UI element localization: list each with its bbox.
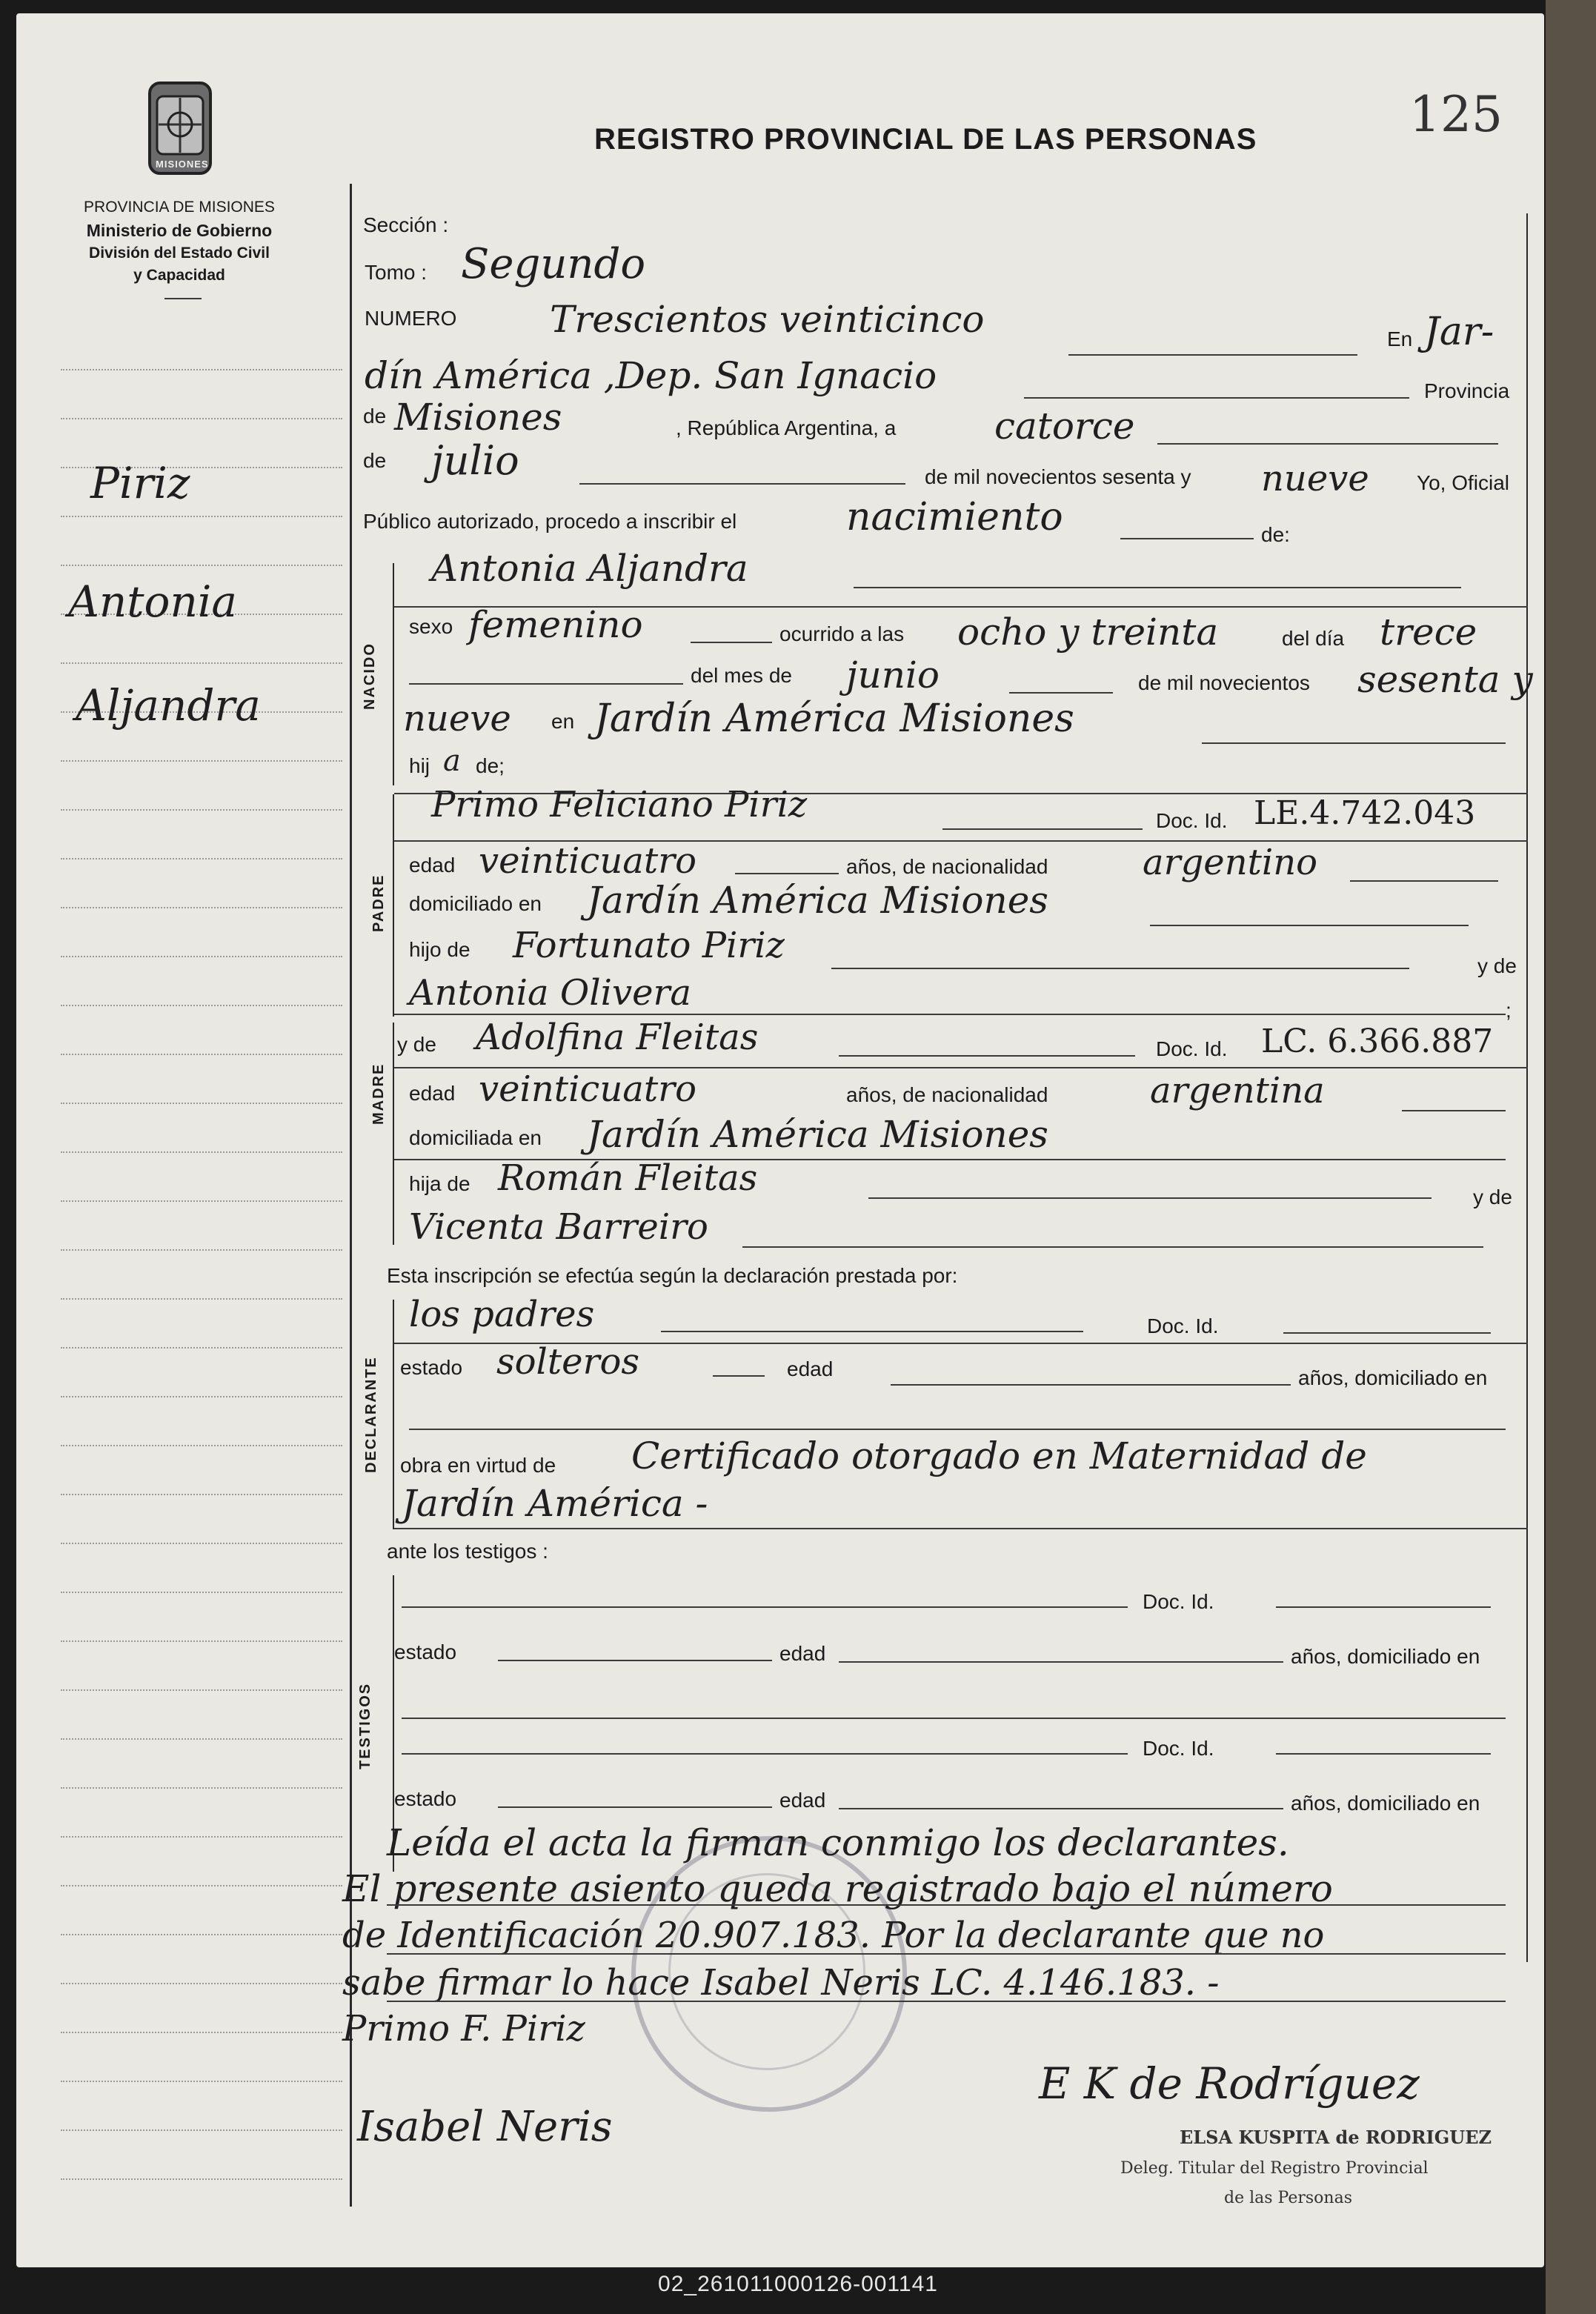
madre-domicilio-label: domiciliada en xyxy=(409,1126,542,1149)
declarante-edad-label: edad xyxy=(787,1357,834,1380)
obra-label: obra en virtud de xyxy=(400,1454,556,1477)
mes-value: julio xyxy=(431,437,519,484)
margin-note-surname: Piriz xyxy=(90,458,190,508)
testigos-section-label: TESTIGOS xyxy=(357,1682,373,1769)
padre-edad-value: veinticuatro xyxy=(479,840,696,882)
padre-edad-label: edad xyxy=(409,854,456,877)
seal-label: MISIONES xyxy=(156,159,209,170)
madre-edad-value: veinticuatro xyxy=(479,1068,696,1110)
anio-value: nueve xyxy=(1261,458,1369,499)
padre-anos-label: años, de nacionalidad xyxy=(846,855,1048,878)
madre-anos-label: años, de nacionalidad xyxy=(846,1083,1048,1106)
tomo-label: Tomo : xyxy=(365,261,428,284)
obra-value2: Jardín América - xyxy=(402,1482,708,1525)
sexo-label: sexo xyxy=(409,615,453,638)
madre-y-de-label: y de xyxy=(397,1033,436,1056)
testigo1-edad-label: edad xyxy=(779,1642,826,1665)
nacido-anio: sesenta y xyxy=(1357,658,1533,701)
ocurrido-label: ocurrido a las xyxy=(779,622,905,645)
nacido-en-label: en xyxy=(551,710,575,733)
padre-nombre: Primo Feliciano Piriz xyxy=(431,784,808,825)
declarante-label: DECLARANTE xyxy=(363,1356,379,1473)
madre-doc-label: Doc. Id. xyxy=(1156,1037,1228,1060)
declarante-nombre: los padres xyxy=(409,1294,595,1335)
provincia-label: Provincia xyxy=(1424,379,1510,402)
cierre-line-3: de Identificación 20.907.183. Por la declarante que no xyxy=(342,1915,1325,1956)
de3-label: de: xyxy=(1261,523,1290,546)
margin-note-name1: Antonia xyxy=(68,576,237,627)
madre-nombre: Adolfina Fleitas xyxy=(476,1017,759,1058)
padre-doc-value: LE.4.742.043 xyxy=(1254,794,1476,832)
declarante-doc-label: Doc. Id. xyxy=(1147,1314,1219,1337)
testigo1-doc-label: Doc. Id. xyxy=(1143,1590,1214,1613)
testigo1-estado-label: estado xyxy=(394,1640,457,1663)
publico-label: Público autorizado, procedo a inscribir el xyxy=(363,510,737,533)
tomo-value: Segundo xyxy=(461,240,646,288)
testigos-label: ante los testigos : xyxy=(387,1540,548,1563)
nacido-dia: trece xyxy=(1380,611,1477,654)
nacido-label: NACIDO xyxy=(362,642,378,710)
hora-value: ocho y treinta xyxy=(957,611,1219,654)
padre-hijo-padre: Fortunato Piriz xyxy=(513,925,785,966)
org-underline xyxy=(164,298,202,299)
folio-number: 125 xyxy=(1409,86,1503,143)
de2-label: de xyxy=(363,449,387,472)
del-dia-label: del día xyxy=(1282,627,1345,650)
del-mes-label: del mes de xyxy=(691,664,792,687)
obra-value: Certificado otorgado en Maternidad de xyxy=(631,1434,1367,1477)
declaracion-label: Esta inscripción se efectúa según la declaración prestada por: xyxy=(387,1264,958,1287)
nacido-nombre: Antonia Aljandra xyxy=(431,547,748,590)
dia-value: catorce xyxy=(994,405,1135,448)
en-label: En xyxy=(1387,328,1413,350)
declarante-estado-label: estado xyxy=(400,1356,463,1379)
padre-punto: ; xyxy=(1506,999,1512,1022)
org-line-2: Ministerio de Gobierno xyxy=(86,221,273,240)
padre-hijo-label: hijo de xyxy=(409,938,471,961)
nacido-lugar: Jardín América Misiones xyxy=(594,696,1074,741)
madre-label: MADRE xyxy=(370,1063,387,1125)
cierre-line-1: Leída el acta la firman conmigo los declarantes. xyxy=(387,1821,1289,1864)
testigo2-anos-label: años, domiciliado en xyxy=(1291,1792,1480,1815)
oficial-label: Yo, Oficial xyxy=(1417,471,1510,494)
nacido-mil-label: de mil novecientos xyxy=(1138,671,1310,694)
hija-de-label: de; xyxy=(476,754,505,777)
sexo-value: femenino xyxy=(468,603,643,646)
madre-y-de-label2: y de xyxy=(1473,1186,1512,1208)
numero-value: Trescientos veinticinco xyxy=(550,298,985,341)
cierre-line-4: sabe firmar lo hace Isabel Neris LC. 4.146.183. - xyxy=(342,1962,1220,2004)
madre-hija-label: hija de xyxy=(409,1172,471,1195)
page-title: REGISTRO PROVINCIAL DE LAS PERSONAS xyxy=(594,123,1257,156)
book-spine xyxy=(1546,0,1596,2314)
hija-suffix: a xyxy=(443,744,461,778)
padre-bracket xyxy=(393,794,394,1017)
oficial-cargo-1: Deleg. Titular del Registro Provincial xyxy=(1120,2159,1429,2178)
padre-doc-label: Doc. Id. xyxy=(1156,809,1228,832)
firma-oficial: E K de Rodríguez xyxy=(1039,2058,1420,2109)
acto-value: nacimiento xyxy=(846,495,1063,539)
republica-label: , República Argentina, a xyxy=(676,416,897,439)
declarante-anos-label: años, domiciliado en xyxy=(1298,1366,1488,1389)
testigo2-estado-label: estado xyxy=(394,1787,457,1810)
hija-label: hij xyxy=(409,754,430,777)
testigo2-edad-label: edad xyxy=(779,1789,826,1812)
org-line-1: PROVINCIA DE MISIONES xyxy=(84,199,275,216)
madre-edad-label: edad xyxy=(409,1082,456,1105)
margin-note-name2: Aljandra xyxy=(76,680,261,731)
en-value: Jar- xyxy=(1424,310,1494,354)
padre-label: PADRE xyxy=(370,874,387,932)
madre-hija-padre: Román Fleitas xyxy=(498,1157,758,1199)
nacido-anio2: nueve xyxy=(403,698,511,739)
nacido-bracket xyxy=(393,563,394,785)
nacido-mes: junio xyxy=(846,654,940,696)
madre-domicilio-value: Jardín América Misiones xyxy=(587,1113,1048,1156)
image-caption: 02_261011000126-001141 xyxy=(658,2272,938,2296)
padre-domicilio-value: Jardín América Misiones xyxy=(587,879,1048,922)
right-border xyxy=(1526,213,1528,1962)
madre-nacionalidad: argentina xyxy=(1150,1070,1325,1111)
padre-y-de-label: y de xyxy=(1477,954,1517,977)
mil-label: de mil novecientos sesenta y xyxy=(925,465,1191,488)
testigo1-anos-label: años, domiciliado en xyxy=(1291,1645,1480,1668)
de-label: de xyxy=(363,405,387,428)
org-line-3: División del Estado Civil xyxy=(89,245,270,262)
declarante-bracket xyxy=(393,1300,394,1529)
testigo2-doc-label: Doc. Id. xyxy=(1143,1737,1214,1760)
firma-testigo: Isabel Neris xyxy=(357,2103,613,2151)
padre-nacionalidad: argentino xyxy=(1143,842,1318,883)
firma-padre: Primo F. Piriz xyxy=(342,2008,585,2049)
numero-label: NUMERO xyxy=(365,307,457,330)
place-value: dín América ,Dep. San Ignacio xyxy=(365,354,937,397)
registry-page xyxy=(16,13,1544,2267)
madre-doc-value: LC. 6.366.887 xyxy=(1261,1023,1494,1060)
org-line-4: y Capacidad xyxy=(133,267,225,284)
padre-hijo-madre: Antonia Olivera xyxy=(409,972,692,1014)
seccion-label: Sección : xyxy=(363,213,449,236)
madre-bracket xyxy=(393,1023,394,1245)
cierre-line-2: El presente asiento queda registrado bajo el número xyxy=(342,1867,1333,1910)
madre-hija-madre: Vicenta Barreiro xyxy=(409,1206,708,1248)
padre-domicilio-label: domiciliado en xyxy=(409,892,542,915)
declarante-estado-value: solteros xyxy=(496,1341,640,1383)
oficial-nombre: ELSA KUSPITA de RODRIGUEZ xyxy=(1180,2127,1492,2148)
provincia-value: Misiones xyxy=(394,396,562,439)
oficial-cargo-2: de las Personas xyxy=(1224,2189,1352,2207)
